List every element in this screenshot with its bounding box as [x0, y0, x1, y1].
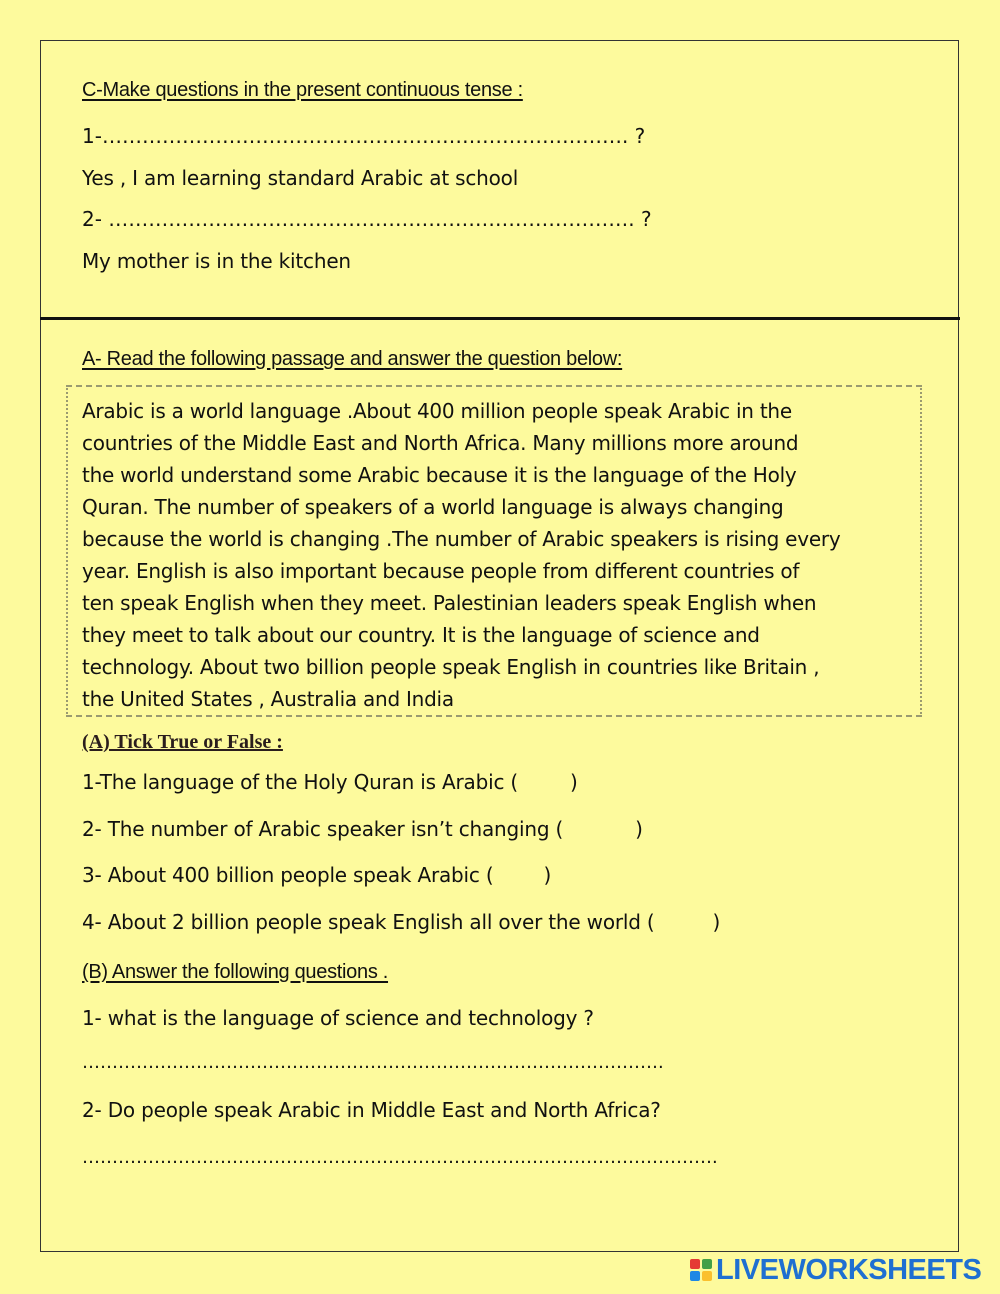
- passage-line: technology. About two billion people speak English in countries like Britain ,: [82, 655, 820, 679]
- logo-square: [690, 1259, 700, 1269]
- section-a-heading: A- Read the following passage and answer the question below:: [82, 348, 623, 370]
- tf-item-text: 4- About 2 billion people speak English all over the world (: [82, 910, 655, 934]
- answer-questions-heading: (B) Answer the following questions .: [82, 961, 389, 983]
- question-1-blank[interactable]: 1-……………………………………………………………………. ?: [82, 124, 646, 148]
- logo-square: [702, 1271, 712, 1281]
- tick-true-false-heading: (A) Tick True or False :: [82, 731, 283, 753]
- answer-2-text: My mother is in the kitchen: [82, 249, 351, 273]
- section-divider: [40, 317, 960, 320]
- passage-line: year. English is also important because people from different countries of: [82, 559, 800, 583]
- partb-question-2: 2- Do people speak Arabic in Middle East and North Africa?: [82, 1098, 661, 1122]
- tf-item-text: 1-The language of the Holy Quran is Arabic (: [82, 770, 519, 794]
- tf-close-paren: ): [635, 817, 643, 841]
- tf-item-1: [82, 770, 578, 794]
- partb-question-1: 1- what is the language of science and technology ?: [82, 1006, 594, 1030]
- tf-item-4: [82, 910, 720, 934]
- passage-line: ten speak English when they meet. Palestinian leaders speak English when: [82, 591, 817, 615]
- logo-text: LIVEWORKSHEETS: [716, 1253, 982, 1286]
- tf-close-paren: ): [712, 910, 721, 934]
- partb-answer-2-line[interactable]: …………………………………………………………………………………………….: [82, 1147, 718, 1168]
- reading-passage: [82, 395, 912, 715]
- partb-answer-1-line[interactable]: …………………………………………………………………………………….: [82, 1052, 664, 1073]
- tf-close-paren: ): [570, 770, 578, 794]
- question-2-blank[interactable]: 2- ……………………………………………………………………. ?: [82, 207, 652, 231]
- tf-item-text: 2- The number of Arabic speaker isn’t changing (: [82, 817, 564, 841]
- logo-square: [702, 1259, 712, 1269]
- passage-line: Quran. The number of speakers of a world language is always changing: [82, 495, 784, 519]
- section-c-heading: C-Make questions in the present continuous tense :: [82, 79, 523, 101]
- answer-1-text: Yes , I am learning standard Arabic at school: [82, 166, 519, 190]
- passage-line: because the world is changing .The number of Arabic speakers is rising every: [82, 527, 841, 551]
- passage-line: the United States , Australia and India: [82, 687, 454, 711]
- tf-item-3: [82, 863, 551, 887]
- tf-close-paren: ): [543, 863, 552, 887]
- passage-line: they meet to talk about our country. It is the language of science and: [82, 623, 760, 647]
- passage-line: the world understand some Arabic because it is the language of the Holy: [82, 463, 797, 487]
- logo-square: [690, 1271, 700, 1281]
- liveworksheets-logo: [690, 1255, 981, 1285]
- tf-item-2: [82, 817, 643, 841]
- passage-line: Arabic is a world language .About 400 million people speak Arabic in the: [82, 399, 792, 423]
- passage-line: countries of the Middle East and North Africa. Many millions more around: [82, 431, 799, 455]
- tf-item-text: 3- About 400 billion people speak Arabic (: [82, 863, 494, 887]
- logo-icon: [690, 1259, 712, 1281]
